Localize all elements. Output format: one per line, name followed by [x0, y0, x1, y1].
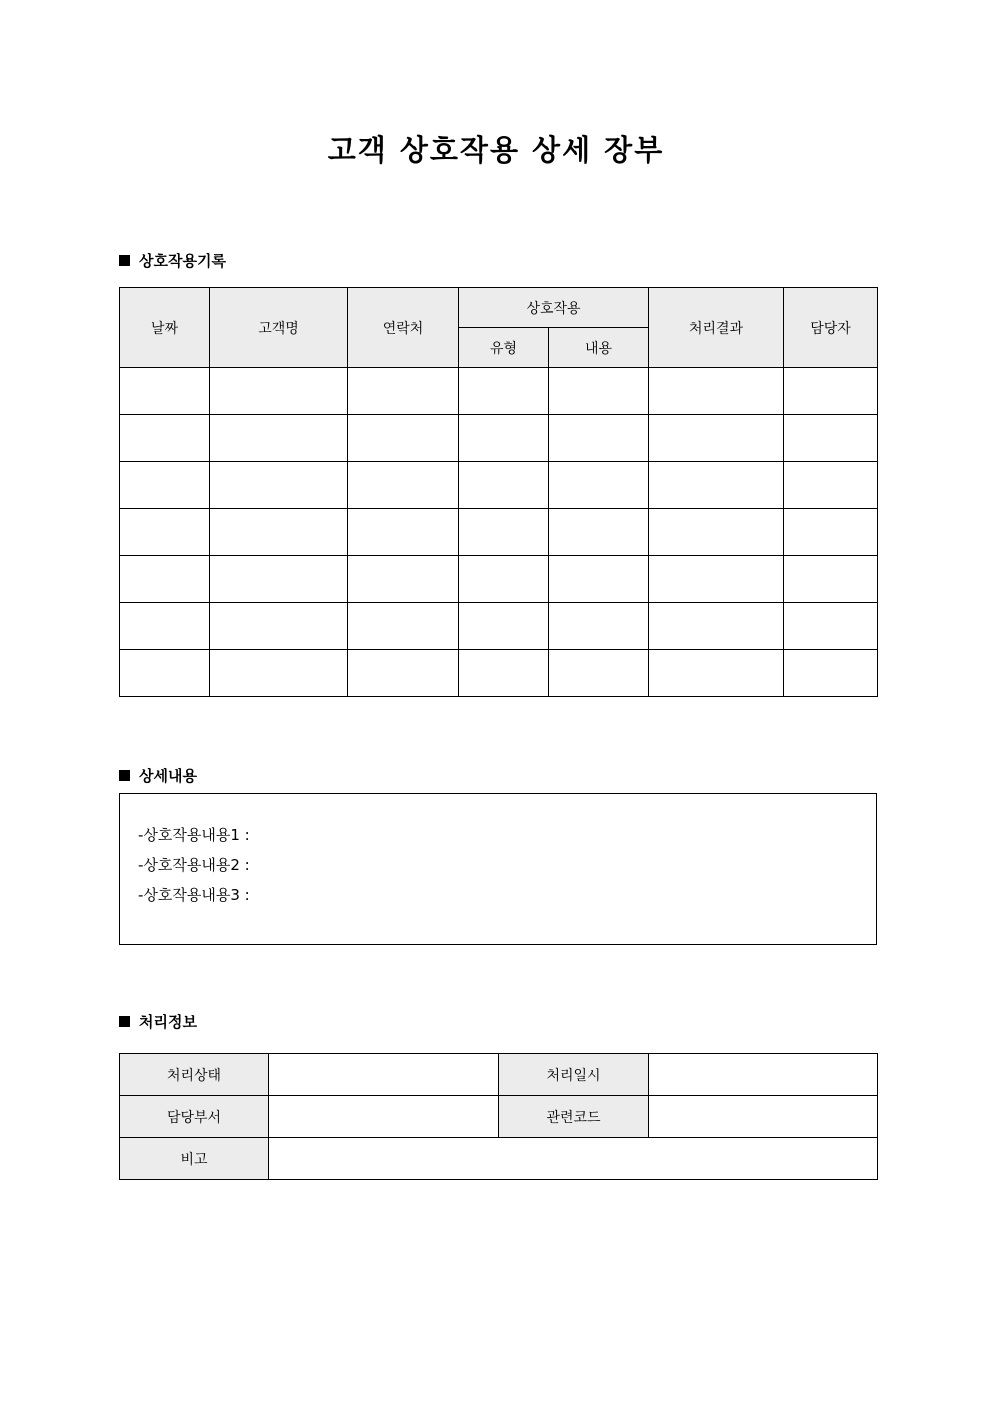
label-department: 담당부서	[120, 1096, 269, 1138]
square-bullet-icon	[119, 255, 130, 266]
cell-result[interactable]	[649, 650, 784, 697]
cell-customer-name[interactable]	[210, 603, 348, 650]
table-row	[120, 1096, 878, 1138]
cell-date[interactable]	[120, 462, 210, 509]
cell-date[interactable]	[120, 603, 210, 650]
cell-interaction-content[interactable]	[549, 462, 649, 509]
table-header-row-top	[120, 288, 878, 328]
cell-interaction-content[interactable]	[549, 368, 649, 415]
cell-contact[interactable]	[348, 509, 459, 556]
interaction-record-table	[119, 287, 878, 697]
process-info-table	[119, 1053, 878, 1180]
cell-date[interactable]	[120, 556, 210, 603]
square-bullet-icon	[119, 770, 130, 781]
column-header-interaction-content: 내용	[549, 328, 649, 368]
detail-line-2[interactable]: -상호작용내용2 :	[138, 856, 250, 874]
table-row	[120, 368, 878, 415]
section-heading-label: 처리정보	[139, 1013, 197, 1031]
cell-manager[interactable]	[784, 509, 878, 556]
label-related-code: 관련코드	[499, 1096, 649, 1138]
cell-result[interactable]	[649, 415, 784, 462]
cell-date[interactable]	[120, 509, 210, 556]
cell-interaction-content[interactable]	[549, 415, 649, 462]
section-heading-label: 상세내용	[139, 767, 197, 785]
cell-interaction-type[interactable]	[459, 368, 549, 415]
section-heading-process-info	[119, 1011, 197, 1032]
table-row	[120, 1054, 878, 1096]
detail-content-box[interactable]	[119, 793, 877, 945]
table-row	[120, 650, 878, 697]
cell-result[interactable]	[649, 368, 784, 415]
table-row	[120, 415, 878, 462]
cell-interaction-type[interactable]	[459, 509, 549, 556]
interaction-table-body	[120, 368, 878, 697]
table-row	[120, 603, 878, 650]
detail-content-lines	[120, 794, 876, 910]
cell-contact[interactable]	[348, 368, 459, 415]
table-row	[120, 509, 878, 556]
cell-contact[interactable]	[348, 603, 459, 650]
section-heading-detail-content	[119, 765, 197, 786]
column-header-result: 처리결과	[649, 288, 784, 368]
section-heading-interaction-record	[119, 250, 226, 271]
value-datetime[interactable]	[649, 1054, 878, 1096]
column-header-contact: 연락처	[348, 288, 459, 368]
cell-interaction-type[interactable]	[459, 415, 549, 462]
cell-customer-name[interactable]	[210, 650, 348, 697]
cell-contact[interactable]	[348, 650, 459, 697]
cell-interaction-content[interactable]	[549, 509, 649, 556]
cell-date[interactable]	[120, 368, 210, 415]
process-table-body	[120, 1054, 878, 1180]
cell-manager[interactable]	[784, 368, 878, 415]
cell-contact[interactable]	[348, 556, 459, 603]
cell-date[interactable]	[120, 415, 210, 462]
cell-interaction-content[interactable]	[549, 603, 649, 650]
cell-manager[interactable]	[784, 556, 878, 603]
cell-interaction-type[interactable]	[459, 462, 549, 509]
detail-line-3[interactable]: -상호작용내용3 :	[138, 886, 250, 904]
value-status[interactable]	[269, 1054, 499, 1096]
cell-interaction-content[interactable]	[549, 556, 649, 603]
cell-date[interactable]	[120, 650, 210, 697]
cell-customer-name[interactable]	[210, 509, 348, 556]
cell-contact[interactable]	[348, 415, 459, 462]
table-row	[120, 1138, 878, 1180]
column-header-interaction-type: 유형	[459, 328, 549, 368]
cell-result[interactable]	[649, 556, 784, 603]
cell-result[interactable]	[649, 603, 784, 650]
cell-manager[interactable]	[784, 603, 878, 650]
value-department[interactable]	[269, 1096, 499, 1138]
section-heading-label: 상호작용기록	[139, 252, 226, 270]
cell-manager[interactable]	[784, 462, 878, 509]
column-header-interaction-group: 상호작용	[459, 288, 649, 328]
cell-manager[interactable]	[784, 415, 878, 462]
column-header-customer-name: 고객명	[210, 288, 348, 368]
cell-customer-name[interactable]	[210, 415, 348, 462]
square-bullet-icon	[119, 1016, 130, 1027]
cell-customer-name[interactable]	[210, 556, 348, 603]
detail-line-1[interactable]: -상호작용내용1 :	[138, 826, 250, 844]
cell-interaction-type[interactable]	[459, 603, 549, 650]
page-title: 고객 상호작용 상세 장부	[327, 133, 665, 167]
cell-result[interactable]	[649, 462, 784, 509]
value-related-code[interactable]	[649, 1096, 878, 1138]
label-status: 처리상태	[120, 1054, 269, 1096]
table-row	[120, 462, 878, 509]
cell-customer-name[interactable]	[210, 368, 348, 415]
label-remarks: 비고	[120, 1138, 269, 1180]
cell-manager[interactable]	[784, 650, 878, 697]
table-row	[120, 556, 878, 603]
cell-result[interactable]	[649, 509, 784, 556]
cell-interaction-type[interactable]	[459, 650, 549, 697]
column-header-manager: 담당자	[784, 288, 878, 368]
column-header-date: 날짜	[120, 288, 210, 368]
value-remarks[interactable]	[269, 1138, 878, 1180]
cell-contact[interactable]	[348, 462, 459, 509]
cell-customer-name[interactable]	[210, 462, 348, 509]
label-datetime: 처리일시	[499, 1054, 649, 1096]
cell-interaction-type[interactable]	[459, 556, 549, 603]
cell-interaction-content[interactable]	[549, 650, 649, 697]
